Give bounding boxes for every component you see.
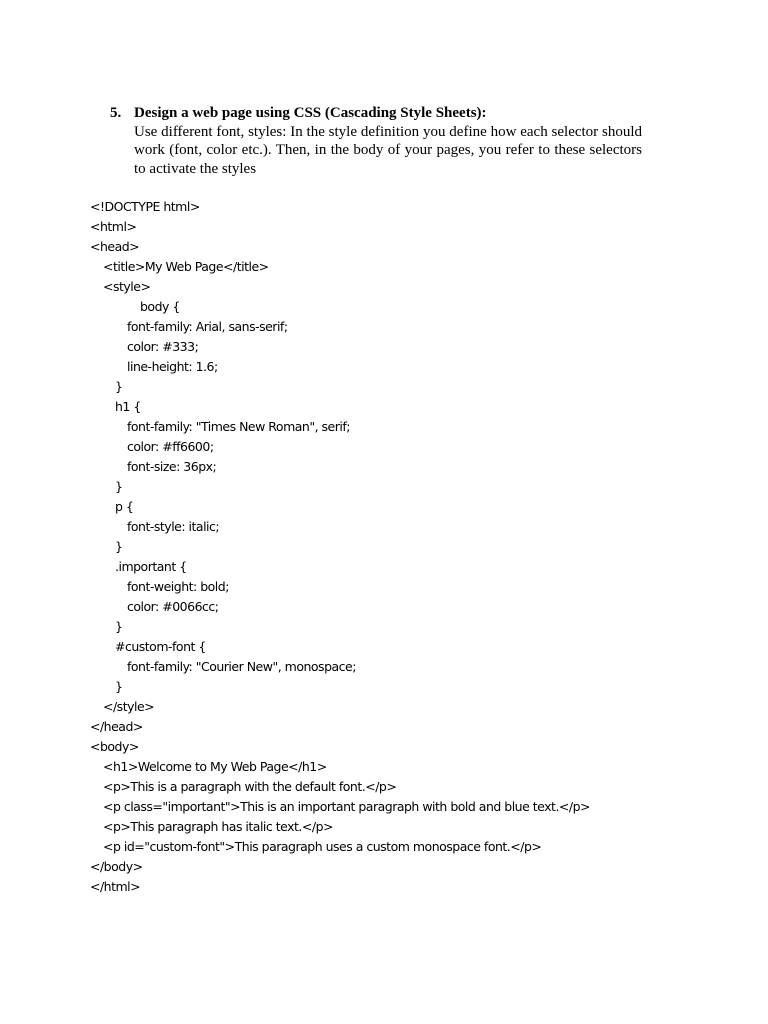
code-line: }: [115, 379, 123, 394]
code-line: font-size: 36px;: [127, 459, 217, 474]
code-line: <style>: [103, 279, 151, 294]
code-line: h1 {: [115, 399, 141, 414]
code-line: <body>: [90, 739, 139, 754]
code-line: p {: [115, 499, 134, 514]
code-line: }: [115, 619, 123, 634]
item-heading: Design a web page using CSS (Cascading Style Sheets):: [134, 105, 487, 121]
code-line: <p>This paragraph has italic text.</p>: [103, 819, 333, 834]
item-number: 5.: [110, 105, 122, 121]
code-line: </head>: [90, 719, 143, 734]
code-line: font-family: "Times New Roman", serif;: [127, 419, 350, 434]
code-line: }: [115, 539, 123, 554]
code-line: font-family: Arial, sans-serif;: [127, 319, 288, 334]
code-listing: [90, 197, 710, 897]
code-line: <p class="important">This is an important paragraph with bold and blue text.</p>: [103, 799, 591, 814]
code-line: color: #333;: [127, 339, 199, 354]
code-line: <html>: [90, 219, 137, 234]
code-line: #custom-font {: [115, 639, 206, 654]
code-line: <p id="custom-font">This paragraph uses a custom monospace font.</p>: [103, 839, 542, 854]
code-line: body {: [140, 299, 180, 314]
code-line: }: [115, 679, 123, 694]
code-line: <title>My Web Page</title>: [103, 259, 269, 274]
code-line: <head>: [90, 239, 140, 254]
code-line: <p>This is a paragraph with the default font.</p>: [103, 779, 397, 794]
code-line: line-height: 1.6;: [127, 359, 218, 374]
item-description: Use different font, styles: In the style definition you define how each selector should work (font, color etc.). Then, in the body of your pages, you refer to these selectors to activate the styles: [134, 124, 642, 177]
code-line: color: #0066cc;: [127, 599, 219, 614]
code-line: </style>: [103, 699, 155, 714]
code-line: }: [115, 479, 123, 494]
code-line: <h1>Welcome to My Web Page</h1>: [103, 759, 327, 774]
code-line: .important {: [115, 559, 187, 574]
code-line: </html>: [90, 879, 141, 894]
code-line: color: #ff6600;: [127, 439, 214, 454]
code-line: <!DOCTYPE html>: [90, 199, 200, 214]
code-line: font-weight: bold;: [127, 579, 229, 594]
code-line: font-style: italic;: [127, 519, 220, 534]
exercise-item: [134, 104, 642, 178]
code-line: </body>: [90, 859, 143, 874]
code-line: font-family: "Courier New", monospace;: [127, 659, 356, 674]
